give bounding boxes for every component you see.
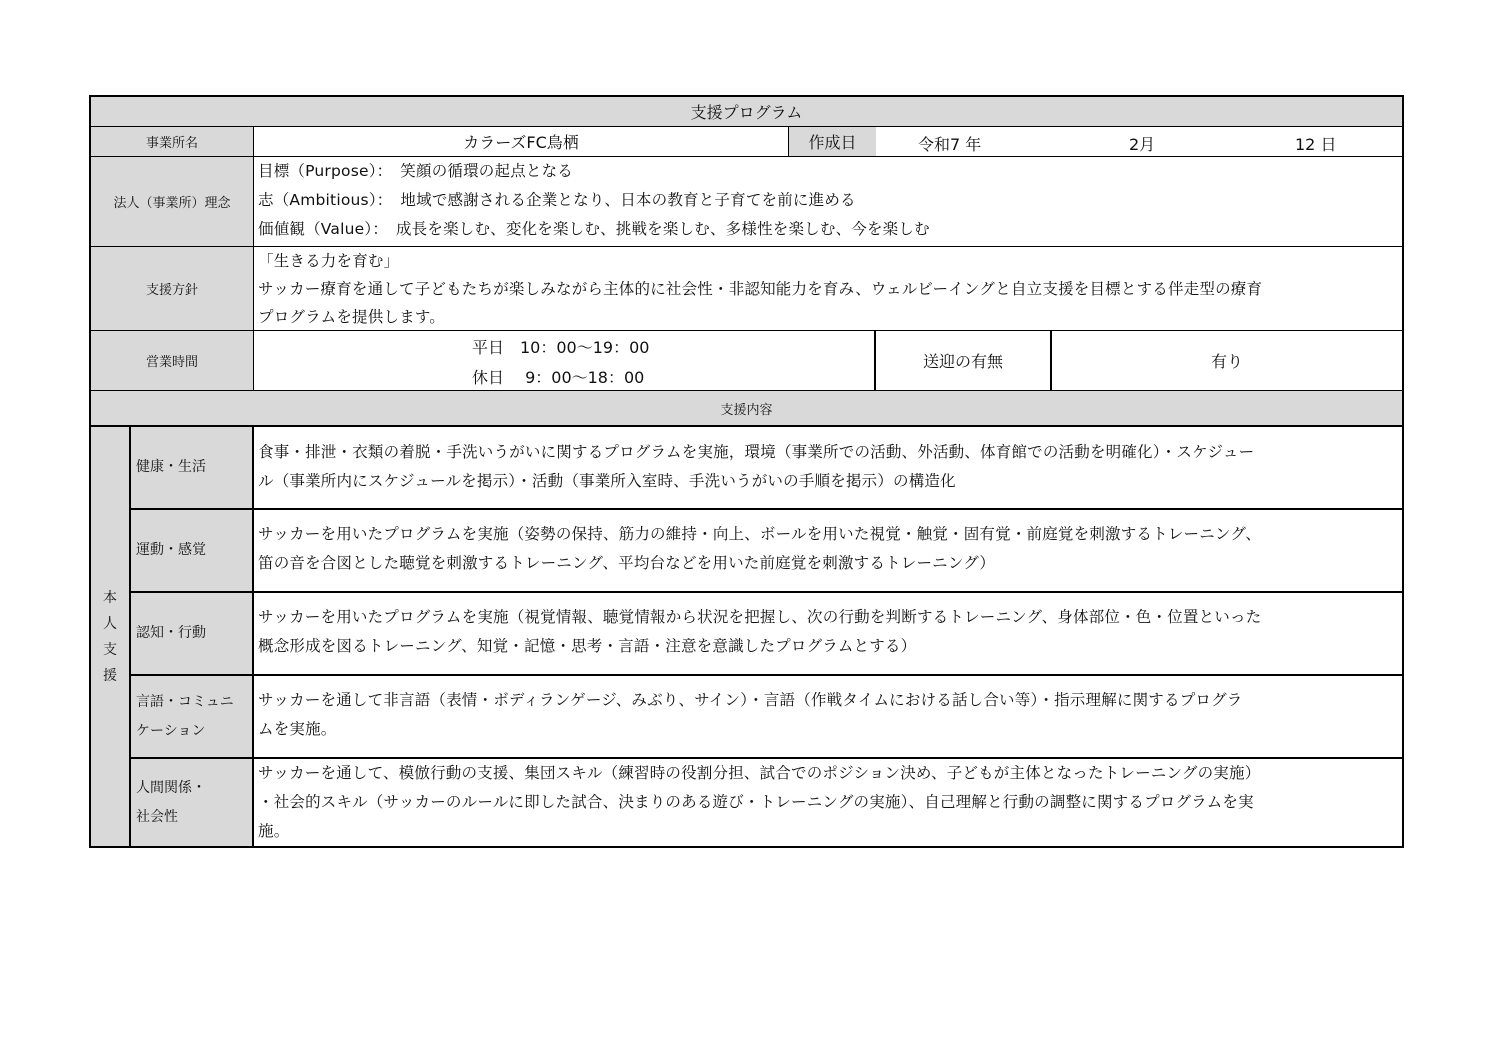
- group-char-2: 人: [103, 615, 117, 632]
- support-line: 概念形成を図るトレーニング、知覚・記憶・思考・言語・注意を意識したプログラムとする）: [258, 637, 917, 655]
- support-line: サッカーを用いたプログラムを実施（視覚情報、聴覚情報から状況を把握し、次の行動を判断するトレーニング、身体部位・色・位置といった: [258, 608, 1262, 626]
- group-char-3: 支: [103, 641, 117, 658]
- support-line: サッカーを通して、模倣行動の支援、集団スキル（練習時の役割分担、試合でのポジション決め、子どもが主体となったトレーニングの実施）: [258, 764, 1261, 782]
- social-content: [254, 759, 1402, 846]
- support-line: ル（事業所内にスケジュールを掲示）・活動（事業所入室時、手洗いうがいの手順を掲示）の構造化: [258, 472, 956, 490]
- support-row-label: [131, 759, 254, 846]
- support-line: 施。: [258, 822, 290, 840]
- health-life-label: 健康・生活: [136, 459, 206, 475]
- language-comm-label-2: ケーション: [136, 722, 206, 739]
- support-row-label: [131, 676, 254, 759]
- policy-label: 支援方針: [91, 247, 254, 331]
- philosophy-ambitious: 志（Ambitious）： 地域で感謝される企業となり、日本の教育と子育てを前に進める: [258, 191, 856, 209]
- movement-sense-label: 運動・感覚: [136, 542, 206, 558]
- cognition-behavior-label: 認知・行動: [136, 625, 206, 641]
- support-row-label: [131, 593, 254, 676]
- hours-value: [254, 331, 876, 391]
- hours-weekday: 平日 10：00〜19：00: [472, 338, 650, 357]
- created-day: 12 日: [1295, 135, 1337, 154]
- support-line: 食事・排泄・衣類の着脱・手洗いうがいに関するプログラムを実施，環境（事業所での活動、外活動、体育館での活動を明確化）・スケジュー: [258, 443, 1255, 461]
- health-life-content: [254, 427, 1402, 510]
- created-date-label: 作成日: [789, 127, 876, 157]
- personal-support-group-label: [91, 427, 131, 846]
- philosophy-value: 価値観（Value）： 成長を楽しむ、変化を楽しむ、挑戦を楽しむ、多様性を楽しむ、今を楽しむ: [258, 220, 930, 238]
- policy-body-line-1: サッカー療育を通して子どもたちが楽しみながら主体的に社会性・非認知能力を育み、ウェルビーイングと自立支援を目標とする伴走型の療育: [258, 280, 1263, 298]
- created-date-value: [876, 127, 1402, 157]
- philosophy-content: [254, 157, 1402, 247]
- support-line: 笛の音を合図とした聴覚を刺激するトレーニング、平均台などを用いた前庭覚を刺激するトレーニング）: [258, 554, 996, 572]
- support-line: サッカーを用いたプログラムを実施（姿勢の保持、筋力の維持・向上、ボールを用いた視覚・触覚・固有覚・前庭覚を刺激するトレーニング、: [258, 525, 1262, 543]
- support-line: ・社会的スキル（サッカーのルールに即した試合、決まりのある遊び・トレーニングの実施）、自己理解と行動の調整に関するプログラムを実: [258, 793, 1254, 811]
- social-label-1: 人間関係・: [136, 779, 206, 796]
- social-label-2: 社会性: [136, 808, 178, 825]
- philosophy-purpose: 目標（Purpose）： 笑顔の循環の起点となる: [258, 162, 574, 180]
- philosophy-label: 法人（事業所）理念: [91, 157, 254, 247]
- movement-sense-content: [254, 510, 1402, 593]
- group-char-1: 本: [103, 589, 117, 606]
- cognition-behavior-content: [254, 593, 1402, 676]
- table-title: 支援プログラム: [91, 97, 1402, 127]
- policy-content: [254, 247, 1402, 331]
- created-month: 2月: [1129, 135, 1156, 154]
- policy-heading: 「生きる力を育む」: [258, 252, 400, 270]
- support-row-label: [131, 510, 254, 593]
- office-name-value: カラーズFC鳥栖: [254, 127, 789, 157]
- transport-label: 送迎の有無: [876, 331, 1052, 391]
- support-line: ムを実施。: [258, 720, 337, 738]
- language-comm-label-1: 言語・コミュニ: [136, 693, 234, 710]
- support-row-label: [131, 427, 254, 510]
- group-char-4: 援: [103, 667, 117, 684]
- support-line: サッカーを通して非言語（表情・ボディランゲージ、みぶり、サイン）・言語（作戦タイムにおける話し合い等）・指示理解に関するプログラ: [258, 691, 1243, 709]
- policy-body-line-2: プログラムを提供します。: [258, 308, 446, 326]
- hours-label: 営業時間: [91, 331, 254, 391]
- support-program-table: [89, 95, 1404, 848]
- language-comm-content: [254, 676, 1402, 759]
- support-content-header: 支援内容: [91, 391, 1402, 427]
- hours-holiday: 休日 9：00〜18：00: [472, 368, 645, 387]
- transport-value: 有り: [1052, 331, 1402, 391]
- created-era-year: 令和7 年: [918, 135, 982, 154]
- office-name-label: 事業所名: [91, 127, 254, 157]
